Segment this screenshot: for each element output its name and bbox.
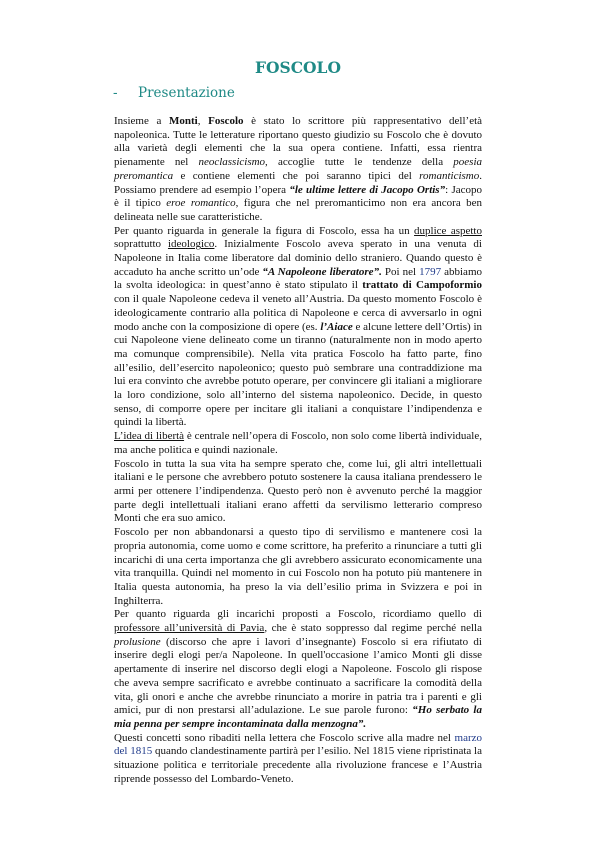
text-run: (discorso che apre i lavori d’insegnante) Foscolo si era rifiutato di inserire degli elogi per/a Napoleone. In quell'occasione l’amico Monti gli disse apertamente di inserire nel discorso degli elogi a Napoleone. Foscolo gli rispose che aveva sempre sacrificato e avrebbe continuato a sacrificare la comodità della vita, gli onori e anche che avrebbe rinunciato a morire in patria tra i parenti e gli amici, pur di non prestarsi all’adulazione. Le sue parole furono:: [114, 635, 482, 717]
paragraph: [114, 458, 482, 527]
text-run: , che è stato soppresso dal regime perché nella: [264, 622, 482, 635]
text-run: soprattutto: [114, 238, 168, 251]
body-text: [114, 115, 482, 786]
text-run: ,: [197, 115, 209, 127]
text-run: Insieme a: [114, 115, 169, 127]
paragraph: [114, 732, 482, 787]
underlined-text: professore all’università di Pavia: [114, 622, 265, 635]
highlighted-text: 1797: [419, 265, 442, 278]
text-run: Per quanto riguarda gli incarichi proposti a Foscolo, ricordiamo quello di: [114, 608, 482, 621]
text-run: Questi concetti sono ribaditi nella lettera che Foscolo scrive alla madre nel: [114, 731, 455, 744]
emphasis-text: prolusione: [114, 635, 161, 648]
text-run: Foscolo per non abbandonarsi a questo tipo di servilismo e mantenere così la propria autonomia, come uomo e come scrittore, ha preferito a rinunciare a tutti gli incarichi di una certa importanza che gli avrebbero assicurato economicamente una vita tranquilla. Quindi nel momento in cui Foscolo non ha potuto più mantenere in Italia questa autonomia, ha preso la via dell’esilio prima in Svizzera e poi in Inghilterra.: [114, 526, 482, 607]
underlined-text: L’idea di libertà: [114, 430, 185, 443]
highlighted-text: marzo del 1815: [114, 731, 482, 758]
text-run: , figura che nel preromanticimo non era ancora ben delineata nelle sue caratteristiche.: [114, 197, 483, 223]
paragraph: [114, 115, 482, 225]
emphasis-text: “A Napoleone liberatore”.: [262, 265, 382, 278]
section-heading-text: Presentazione: [138, 85, 235, 101]
text-run: abbiamo la svolta ideologica: in quest’anno è stato stipulato il: [114, 265, 482, 292]
text-run: Foscolo in tutta la sua vita ha sempre sperato che, come lui, gli altri intellettuali italiani e le persone che avrebbero potuto sostenere la causa italiana prendessero le armi per ottenere l’indipendenza. Questo però non è avvenuto perché la maggior parte degli intellettuali italiani erano affetti da servilismo letterario compreso Monti che era suo amico.: [114, 457, 482, 525]
emphasis-text: romanticismo: [419, 169, 480, 182]
text-run: è stato lo scrittore più rappresentativo dell’età napoleonica. Tutte le letterature riportano questo giudizio su Foscolo che è dovuto alla varietà degli elementi che la sua opera contiene. Infatti, essa rientra pienamente nel: [114, 115, 483, 169]
underlined-text: duplice aspetto: [414, 224, 482, 237]
emphasis-text: neoclassicismo: [198, 156, 266, 169]
emphasis-text: trattato di Campoformio: [362, 279, 482, 292]
underlined-text: ideologico: [167, 238, 215, 251]
heading-dash: -: [113, 85, 118, 101]
paragraph: [114, 430, 482, 457]
emphasis-text: Monti: [168, 115, 198, 127]
emphasis-text: Foscolo: [208, 115, 244, 127]
emphasis-text: “Ho serbato la mia penna per sempre incontaminata dalla menzogna”.: [114, 704, 482, 730]
paragraph: [114, 608, 482, 731]
text-run: è centrale nell’opera di Foscolo, non solo come libertà individuale, ma anche politica e quindi nazionale.: [114, 430, 482, 456]
emphasis-text: poesia preromantica: [114, 156, 483, 182]
emphasis-text: “le ultime lettere di Jacopo Ortis”: [289, 183, 446, 196]
text-run: . Possiamo prendere ad esempio l’opera: [114, 169, 482, 196]
text-run: e contiene elementi che poi saranno tipici del: [173, 169, 420, 182]
text-run: Poi nel: [381, 265, 420, 278]
text-run: con il quale Napoleone cedeva il veneto all’Austria. Da questo momento Foscolo è ideologicamente contrario alla politica di Napoleone e cerca di avversarlo in ogni modo anche con la composizione di opere (es.: [114, 293, 482, 333]
emphasis-text: l’Aiace: [320, 320, 353, 333]
text-run: quando clandestinamente partirà per l’esilio. Nel 1815 viene ripristinata la situazione politica e territoriale precedente alla rivoluzione francese e l’Austria riprende possesso del Lombardo-Veneto.: [114, 745, 482, 785]
text-run: Per quanto riguarda in generale la figura di Foscolo, essa ha un: [114, 224, 415, 237]
text-run: , accoglie tutte le tendenze della: [265, 156, 454, 169]
document-title: FOSCOLO: [255, 58, 341, 77]
text-run: e alcune lettere dell’Ortis) in cui Napoleone viene delineato come un tiranno (naturalmente non in modo aperto ma comunque comprensibile). Nella vita pratica Foscolo ha fatto parte, fino all’esilio, dell’esercito napoleonico; questo può sembrare una contraddizione ma lui era convinto che avrebbe potuto operare, per convincere gli italiani a migliorare la loro condizione, solo all’interno del sistema napoleonico. Decide, in questo senso, di comporre opere per incitare gli italiani a conquistare l’indipendenza e quindi la libertà.: [114, 320, 482, 429]
paragraph: [114, 225, 482, 431]
paragraph: [114, 526, 482, 608]
text-run: . Inizialmente Foscolo aveva sperato in una venuta di Napoleone in Italia come liberatore dal dominio dello straniero. Quando questo è accaduto ha anche scritto un’ode: [114, 238, 482, 278]
section-heading: [113, 85, 235, 101]
text-run: : Jacopo è il tipico: [114, 183, 482, 210]
emphasis-text: eroe romantico: [166, 197, 236, 210]
